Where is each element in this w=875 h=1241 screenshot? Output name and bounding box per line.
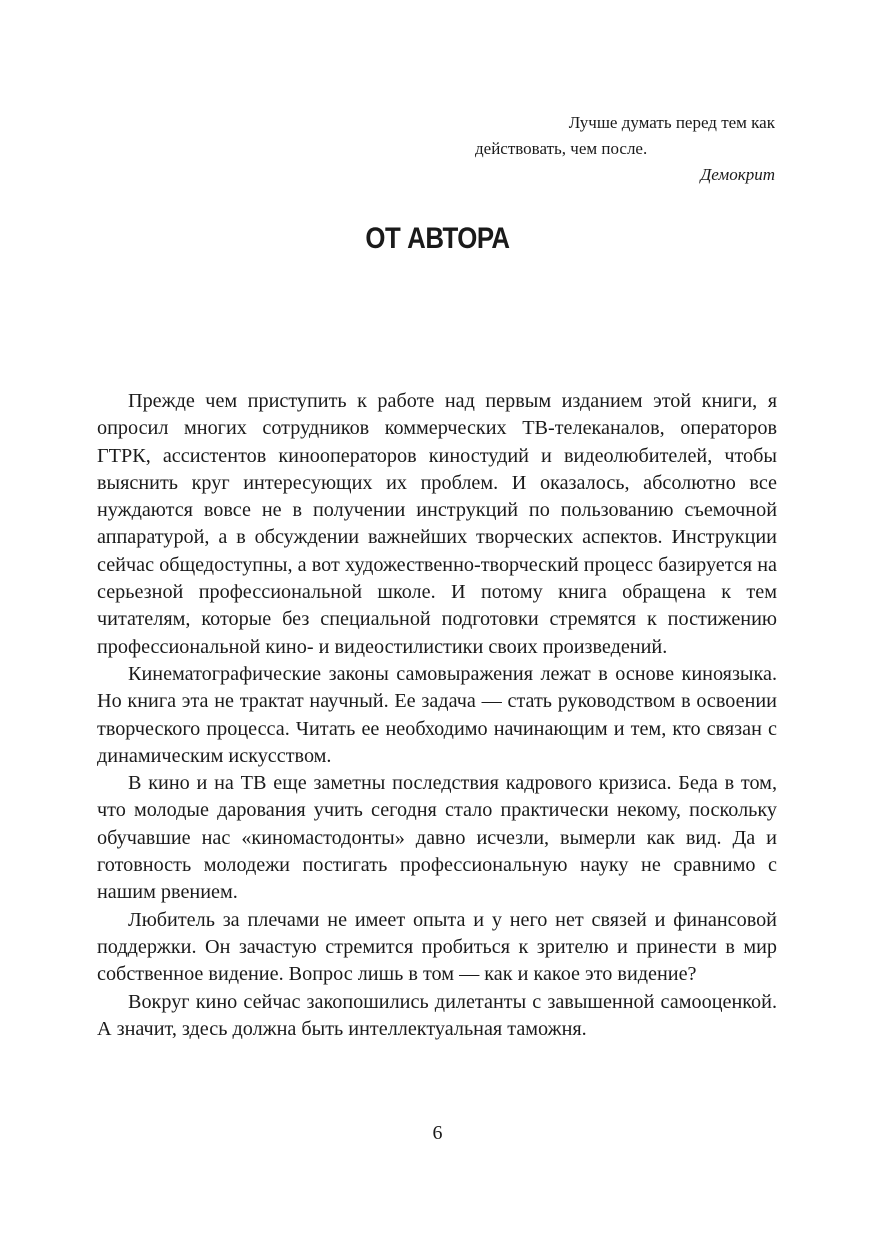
epigraph-line-1: Лучше думать перед тем как (568, 113, 775, 132)
paragraph: Прежде чем приступить к работе над первым изданием этой книги, я опросил многих сотрудников коммерческих ТВ-телеканалов, операторов ГТРК, ассистентов кинооператоров киностудий и видеолюбителей, чтобы выяснить круг интересующих их проблем. И оказалось, абсолютно все нуждаются вовсе не в получении инструкций по пользованию съемочной аппаратурой, а в обсуждении важнейших творческих аспектов. Инструкции сейчас общедоступны, а вот художественно-творческий процесс базируется на серьезной профессиональной школе. И потому книга обращена к тем читателям, которые без специальной подготовки стремятся к постижению профессиональной кино- и видеостилистики своих произведений. (97, 390, 777, 658)
epigraph (475, 110, 775, 188)
body-text (97, 388, 777, 1043)
epigraph-author: Демокрит (700, 165, 775, 184)
page-number: 6 (432, 1122, 443, 1144)
paragraph: Любитель за плечами не имеет опыта и у него нет связей и финансовой поддержки. Он зачастую стремится пробиться к зрителю и принести в мир собственное видение. Вопрос лишь в том — как и какое это видение? (97, 908, 777, 986)
paragraph: В кино и на ТВ еще заметны последствия кадрового кризиса. Беда в том, что молодые дарования учить сегодня стало практически некому, поскольку обучавшие нас «киномастодонты» давно исчезли, вымерли как вид. Да и готовность молодежи постигать профессиональную науку не сравнимо с нашим рвением. (97, 772, 777, 904)
paragraph: Вокруг кино сейчас закопошились дилетанты с завышенной самооценкой. А значит, здесь должна быть интеллектуальная таможня. (97, 990, 777, 1040)
epigraph-line-2: действовать, чем после. (475, 139, 648, 158)
paragraph: Кинематографические законы самовыражения лежат в основе киноязыка. Но книга эта не трактат научный. Ее задача — стать руководством в освоении творческого процесса. Читать ее необходимо начинающим и тем, кто связан с динамическим искусством. (97, 662, 777, 767)
page-title: ОТ АВТОРА (365, 222, 510, 255)
